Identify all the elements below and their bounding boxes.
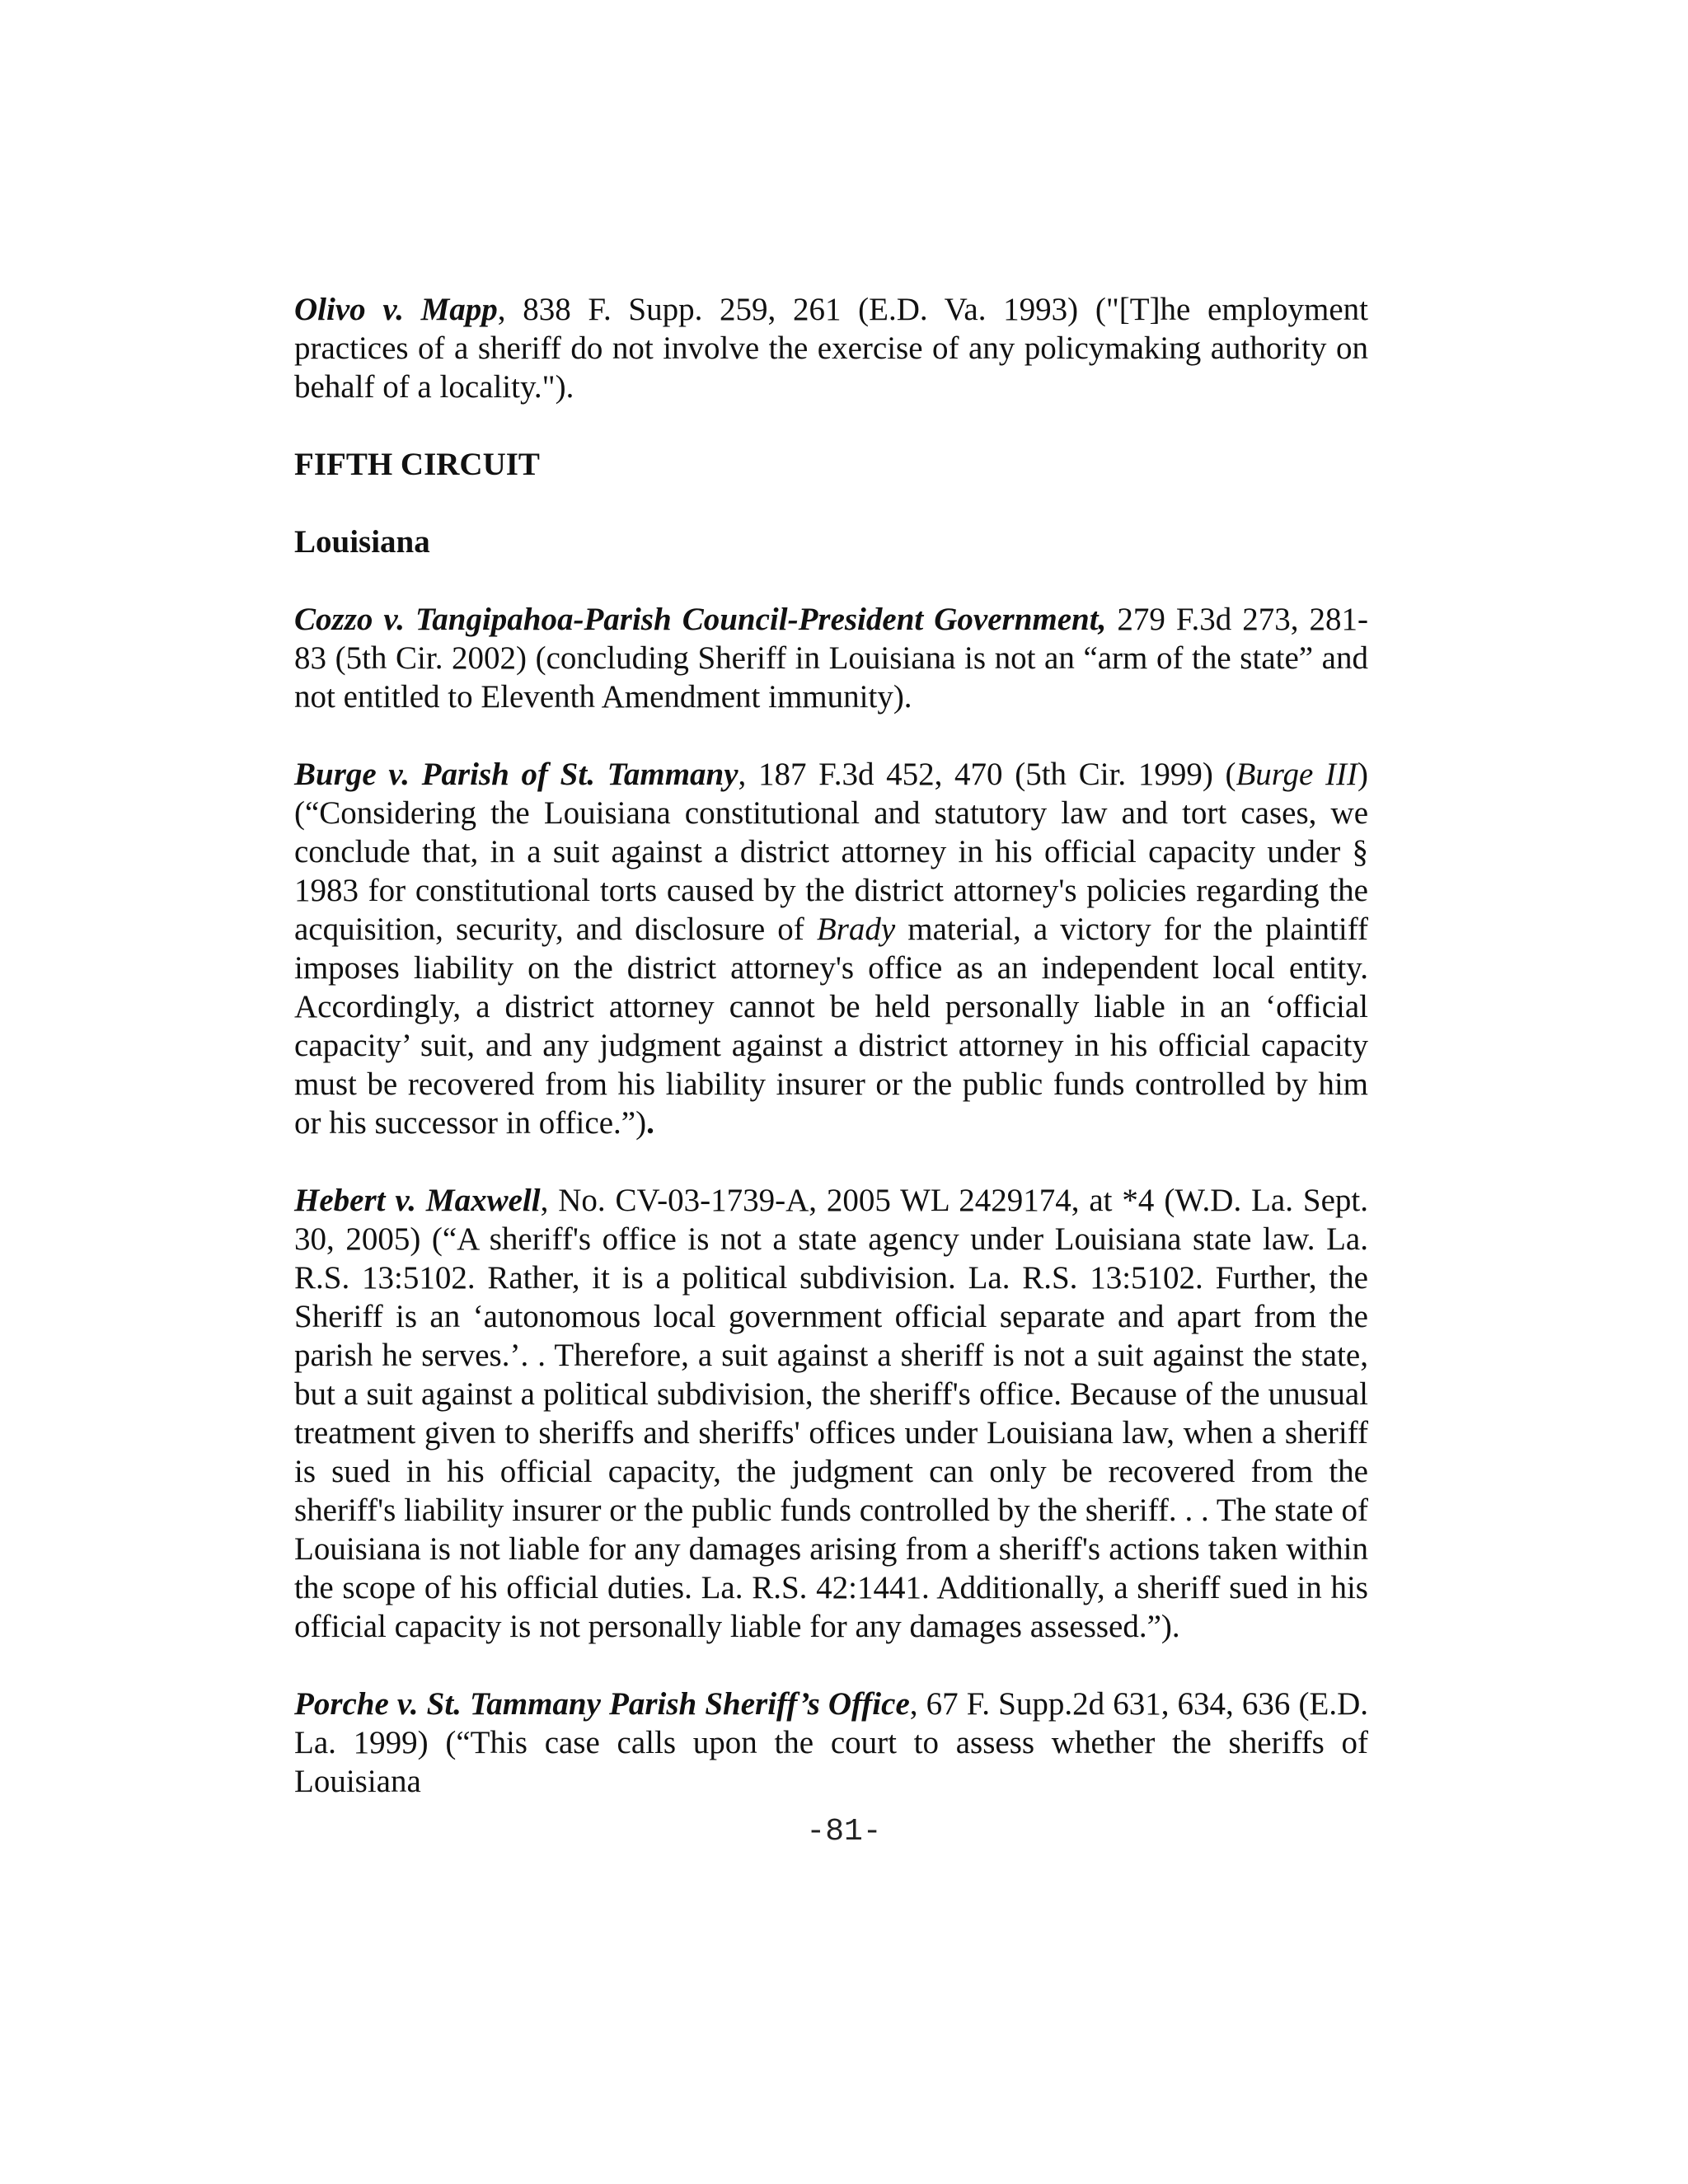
citation-text: material, a victory for the plaintiff imposes liability on the district attorney's office as an independent local entity. Accordingly, a district attorney cannot be held personally liable in an ‘official capacity’ suit, and any judgment against a district attorney in his official capacity must be recovered from his liability insurer or the public funds controlled by him or his successor in office.”) [294, 912, 1368, 1141]
citation-porche [294, 1685, 1368, 1801]
case-name: Burge v. Parish of St. Tammany [294, 757, 738, 792]
document-body [294, 290, 1368, 1840]
citation-text: , No. CV-03-1739-A, 2005 WL 2429174, at *4 (W.D. La. Sept. 30, 2005) (“A sheriff's office is not a state agency under Louisiana state law. La. R.S. 13:5102. Rather, it is a political subdivision. La. R.S. 13:5102. Further, the Sheriff is an ‘autonomous local government official separate and apart from the parish he serves.’. . Therefore, a suit against a sheriff is not a suit against the state, but a suit against a political subdivision, the sheriff's office. Because of the unusual treatment given to sheriffs and sheriffs' offices under Louisiana law, when a sheriff is sued in his official capacity, the judgment can only be recovered from the sheriff's liability insurer or the public funds controlled by the sheriff. . . The state of Louisiana is not liable for any damages arising from a sheriff's actions taken within the scope of his official duties. La. R.S. 42:1441. Additionally, a sheriff sued in his official capacity is not personally liable for any damages assessed.”). [294, 1183, 1368, 1644]
citation-text: , 187 F.3d 452, 470 (5th Cir. 1999) ( [738, 757, 1236, 792]
citation-olivo [294, 290, 1368, 406]
section-heading-state: Louisiana [294, 524, 430, 560]
case-name: Olivo v. Mapp [294, 292, 498, 327]
short-case-name: Burge III [1236, 757, 1357, 792]
citation-text: 279 F.3d 273, 281-83 (5th Cir. 2002) (concluding Sheriff in Louisiana is not an “arm of the state” and not entitled to Eleventh Amendment immunity). [294, 602, 1368, 715]
page-number: -81- [806, 1814, 882, 1849]
citation-hebert [294, 1181, 1368, 1646]
brady-term: Brady [816, 912, 896, 947]
citation-text: ) (“Considering the Louisiana constitutional and statutory law and tort cases, we conclude that, in a suit against a district attorney in his official capacity under § 1983 for constitutional torts caused by the district attorney's policies regarding the acquisition, security, and disclosure of [294, 757, 1368, 947]
case-name: Hebert v. Maxwell [294, 1183, 541, 1218]
case-name: Porche v. St. Tammany Parish Sheriff’s Office [294, 1686, 910, 1722]
case-name: Cozzo v. Tangipahoa-Parish Council-President Government, [294, 602, 1107, 637]
citation-text: , 67 F. Supp.2d 631, 634, 636 (E.D. La. 1999) (“This case calls upon the court to assess whether the sheriffs of Louisiana [294, 1686, 1368, 1799]
citation-burge [294, 755, 1368, 1142]
citation-cozzo [294, 600, 1368, 716]
section-heading-circuit: FIFTH CIRCUIT [294, 447, 540, 482]
citation-end-period: . [646, 1105, 654, 1141]
citation-text: , 838 F. Supp. 259, 261 (E.D. Va. 1993) ("[T]he employment practices of a sheriff do not involve the exercise of any policymaking authority on behalf of a locality."). [294, 292, 1368, 405]
